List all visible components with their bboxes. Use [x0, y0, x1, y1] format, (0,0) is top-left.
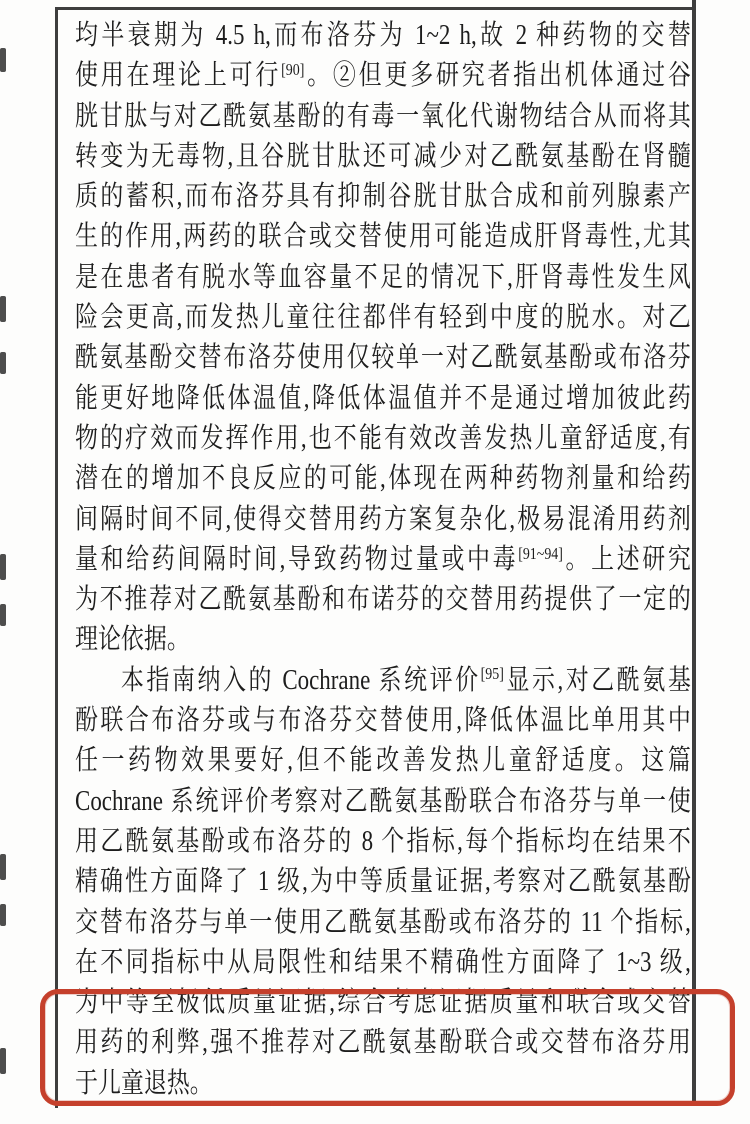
line-text: 使用在理论上可行 — [75, 60, 282, 92]
page-border-left — [55, 7, 58, 1108]
scan-artifact — [0, 904, 6, 926]
scan-artifact — [0, 296, 6, 322]
text-line: 质的蓄积,而布洛芬具有抑制谷胱甘肽合成和前列腺素产 — [75, 181, 691, 213]
text-line — [75, 661, 691, 701]
text-line: 是在患者有脱水等血容量不足的情况下,肝肾毒性发生风 — [75, 261, 691, 293]
text-line — [75, 56, 691, 96]
text-line: 任一药物效果要好,但不能改善发热儿童舒适度。这篇 — [75, 745, 691, 777]
text-line: 酚联合布洛芬或与布洛芬交替使用,降低体温比单用其中 — [75, 705, 691, 737]
citation-ref: [91~94] — [518, 543, 563, 563]
text-line: 均半衰期为 4.5 h,而布洛芬为 1~2 h,故 2 种药物的交替 — [75, 20, 691, 51]
line-text: 本指南纳入的 Cochrane 系统评价 — [120, 664, 481, 696]
text-line — [75, 540, 691, 580]
text-line: 交替布洛芬与单一使用乙酰氨基酚或布洛芬的 11 个指标, — [75, 906, 691, 938]
scan-artifact — [0, 554, 6, 580]
text-line: 精确性方面降了 1 级,为中等质量证据,考察对乙酰氨基酚 — [75, 866, 691, 898]
text-line: Cochrane 系统评价考察对乙酰氨基酚联合布洛芬与单一使 — [75, 785, 691, 817]
text-line: 为中等至极低质量证据,综合考虑证据质量和联合或交替 — [75, 987, 691, 1019]
text-line: 在不同指标中从局限性和结果不精确性方面降了 1~3 级, — [75, 946, 691, 978]
page-border-top — [55, 7, 695, 10]
citation-ref: [90] — [281, 59, 305, 79]
page-border-right — [692, 0, 696, 1106]
line-text: 显示,对乙酰氨基 — [503, 664, 691, 696]
citation-ref: [95] — [480, 664, 504, 684]
text-line: 潜在的增加不良反应的可能,体现在两种药物剂量和给药 — [75, 463, 691, 495]
text-line: 于儿童退热。 — [75, 1067, 213, 1099]
scan-artifact — [0, 48, 6, 72]
scan-artifact — [0, 1048, 6, 1074]
scan-artifact — [0, 604, 6, 626]
text-line: 物的疗效而发挥作用,也不能有效改善发热儿童舒适度,有 — [75, 422, 691, 454]
text-line: 险会更高,而发热儿童往往都伴有轻到中度的脱水。对乙 — [75, 302, 691, 334]
line-text: 。②但更多研究者指出机体通过谷 — [304, 60, 691, 92]
text-line: 能更好地降低体温值,降低体温值并不是通过增加彼此药 — [75, 382, 691, 414]
text-line: 理论依据。 — [75, 624, 190, 656]
text-line: 间隔时间不同,使得交替用药方案复杂化,极易混淆用药剂 — [75, 503, 691, 535]
text-line: 胱甘肽与对乙酰氨基酚的有毒一氧化代谢物结合从而将其 — [75, 100, 691, 132]
text-line: 为不推荐对乙酰氨基酚和布诺芬的交替用药提供了一定的 — [75, 584, 691, 616]
text-line: 用药的利弊,强不推荐对乙酰氨基酚联合或交替布洛芬用 — [75, 1027, 691, 1059]
text-line: 用乙酰氨基酚或布洛芬的 8 个指标,每个指标均在结果不 — [75, 825, 691, 857]
line-text: 量和给药间隔时间,导致药物过量或中毒 — [75, 543, 519, 575]
body-text — [75, 16, 691, 1104]
scan-artifact — [0, 352, 6, 374]
highlight-box — [40, 989, 735, 1106]
text-line: 生的作用,两药的联合或交替使用可能造成肝肾毒性,尤其 — [75, 221, 691, 253]
line-text: 。上述研究 — [562, 543, 691, 575]
scan-artifact — [0, 854, 6, 880]
text-line: 转变为无毒物,且谷胱甘肽还可减少对乙酰氨基酚在肾髓 — [75, 140, 691, 172]
text-line: 酰氨基酚交替布洛芬使用仅较单一对乙酰氨基酚或布洛芬 — [75, 342, 691, 374]
